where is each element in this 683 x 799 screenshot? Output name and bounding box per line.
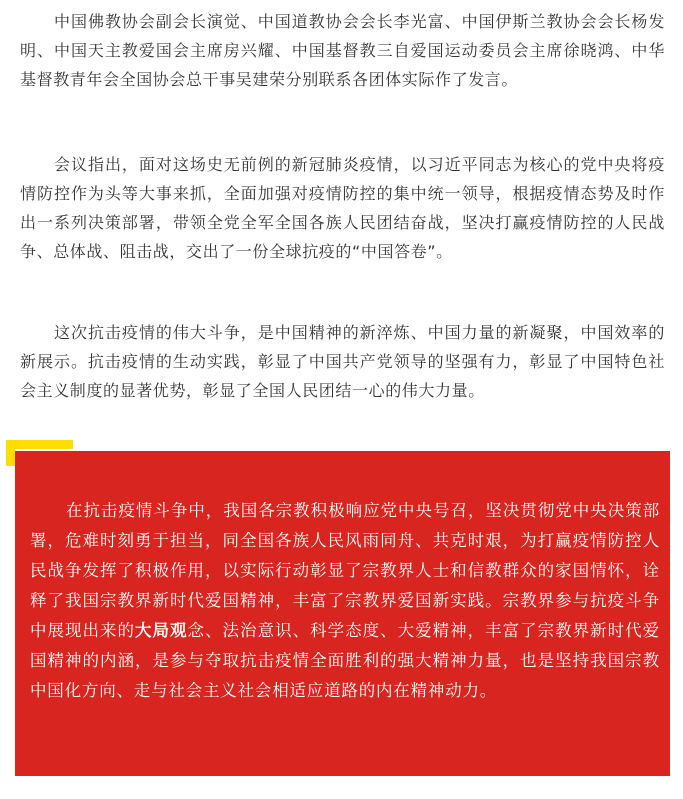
highlight-box <box>15 451 670 776</box>
article-paragraph-great-struggle: 这次抗击疫情的伟大斗争，是中国精神的新淬炼、中国力量的新凝聚，中国效率的新展示。抗击疫情的生动实践，彰显了中国共产党领导的坚强有力，彰显了中国特色社会主义制度的显著优势，彰显了全国人民团结一心的伟大力量。 <box>20 323 665 400</box>
highlight-text-after: 念、法治意识、科学态度、大爱精神，丰富了宗教界新时代爱国精神的内涵，是参与夺取抗击疫情全面胜利的强大精神力量，也是坚持我国宗教中国化方向、走与社会主义社会相适应道路的内在精神动力。 <box>30 621 660 700</box>
yellow-corner-accent-vertical <box>6 440 15 466</box>
article-paragraph-meeting-points: 会议指出，面对这场史无前例的新冠肺炎疫情，以习近平同志为核心的党中央将疫情防控作为头等大事来抓，全面加强对疫情防控的集中统一领导，根据疫情态势及时作出一系列决策部署，带领全党全军全国各族人民团结奋战，坚决打赢疫情防控的人民战争、总体战、阻击战，交出了一份全球抗疫的“中国答卷”。 <box>20 155 665 261</box>
article-paragraph-delegates: 中国佛教协会副会长演觉、中国道教协会会长李光富、中国伊斯兰教协会会长杨发明、中国天主教爱国会主席房兴耀、中国基督教三自爱国运动委员会主席徐晓鸿、中华基督教青年会全国协会总干事吴建荣分别联系各团体实际作了发言。 <box>20 12 665 89</box>
yellow-corner-accent-horizontal <box>6 440 73 449</box>
highlight-paragraph <box>30 496 660 706</box>
highlight-text-before: 在抗击疫情斗争中，我国各宗教积极响应党中央号召，坚决贯彻党中央决策部署，危难时刻勇于担当，同全国各族人民风雨同舟、共克时艰，为打赢疫情防控人民战争发挥了积极作用，以实际行动彰显了宗教界人士和信教群众的家国情怀，诠释了我国宗教界新时代爱国精神，丰富了宗教界爱国新实践。宗教界参与抗疫斗争中展现出来的 <box>30 501 660 640</box>
highlight-text-bold: 大局观 <box>135 621 188 640</box>
